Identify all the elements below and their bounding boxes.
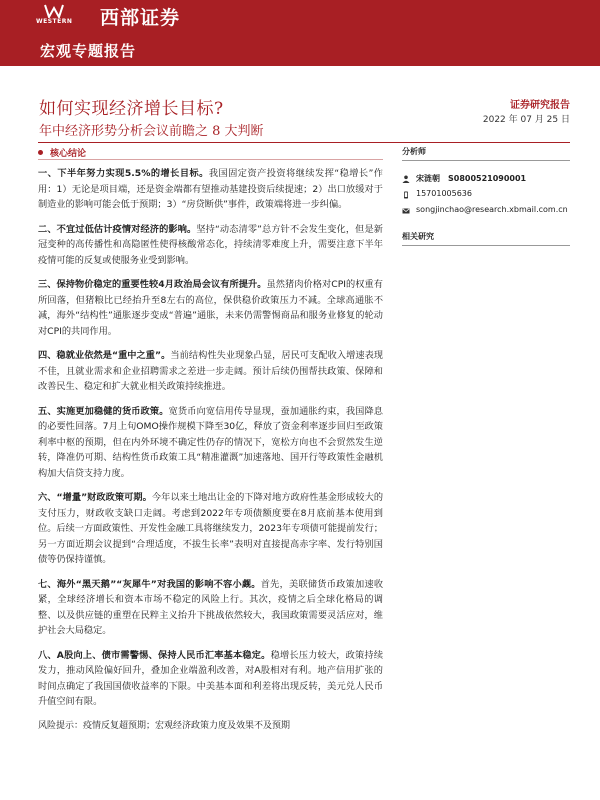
paragraph-body: 今年以来土地出让金的下降对地方政府性基金形成较大的支付压力，财政收支缺口走阔。考虑到2022年专项债额度要在8月底前基本使用到位。后续一方面政策性、开发性金融工具将继续发力，2023年专项债可能提前发行；另一方面近期会议提到“合理适度，不拔生长率”表明对直接提高赤字率、发行特别国债等仍保持谨慎。 [38,492,384,565]
paragraph-6 [38,490,383,568]
paragraph-body: 稳增长压力较大，政策持续发力，推动风险偏好回升，叠加企业端盈利改善，对A股相对有利。地产信用扩张的时间点确定了我国国债收益率的下限。中美基本面和利差将出现反转，美元兑人民币升值空间有限。 [38,649,384,707]
core-conclusion-header [38,146,383,160]
paragraph-lead: 二、不宜过低估计疫情对经济的影响。 [38,223,197,235]
report-date: 2022 年 07 月 25 日 [482,115,570,125]
paragraph-7 [38,577,383,639]
brand-name: 西部证券 [100,7,181,29]
bullet-icon [38,150,43,155]
paragraph-lead: 八、A股向上、债市需警惕、保持人民币汇率基本稳定。 [38,649,271,661]
analyst-header: 分析师 [402,146,570,161]
email-row [402,205,570,219]
title-divider [38,142,570,143]
risk-warning: 风险提示：疫情反复超预期；宏观经济政策力度及效果不及预期 [38,720,291,731]
paragraph-lead: 四、稳就业依然是“重中之重”。 [38,350,171,361]
paragraph-1 [38,166,383,213]
report-label: 证券研究报告 [510,100,570,111]
paragraph-body: 坚持“动态清零”总方针不会发生变化，但是新冠变种的高传播性和高隐匿性使得核酸常态化，持续清零难度上升，需要注意下半年疫情可能的反复或使服务业受到影响。 [38,223,383,266]
paragraph-3 [38,277,383,339]
western-logo-icon [44,4,64,18]
paragraph-4 [38,348,383,395]
paragraph-body: 宽货币向宽信用传导显现，蚕加通胀约束，我国降息的必要性回落。7月上旬OMO操作规模下降至30亿，释放了资金利率逐步回归至政策利率中枢的预期，但在内外环境不确定性仍存的情况下，宽松方向也不会贸然发生逆转，降准仍可期、结构性货币政策工具“精准灌溉”加速落地、国开行等政策性金融机构加大信贷支持力度。 [38,405,383,479]
analyst-phone: 15701005636 [416,189,472,198]
paragraph-8 [38,648,383,710]
logo-text: WESTERN [36,18,73,25]
core-conclusion-label: 核心结论 [50,149,87,159]
page-title: 如何实现经济增长目标? [39,99,224,119]
page-subtitle: 年中经济形势分析会议前瞻之 8 大判断 [39,124,264,139]
phone-row [402,189,570,203]
report-header [0,0,600,66]
analyst-cert: S0800521090001 [448,174,527,183]
analyst-row [402,173,570,187]
paragraph-lead: 六、“增量”财政政策可期。 [38,492,152,503]
paragraph-2 [38,222,383,269]
paragraph-body: 我国固定资产投资将继续发挥“稳增长”作用：1）无论是项目端，还是资金端都有望推动基建投资后续提速；2）出口放缓对于制造业的影响可能会低于预期；3）“房贷断供”事件，政策端将进一步纠偏。 [38,168,383,210]
main-content [38,166,383,742]
paragraph-lead: 一、下半年努力实现5.5%的增长目标。 [38,168,209,179]
sidebar [402,146,570,246]
analyst-email[interactable]: songjinchao@research.xbmail.com.cn [416,205,568,214]
paragraph-body: 首先，美联储货币政策加速收紧，全球经济增长和资本市场不稳定的风险上行。其次，疫情之后全球化格局的调整、以及供应链的重塑在民粹主义抬升下挑战依然较大，我国政策需要灵活应对，维护社会大局稳定。 [38,578,384,636]
paragraph-body: 虽然猪肉价格对CPI的权重有所回落，但猪粮比已经抬升至8左右的高位，保供稳价政策压力不减。全球高通胀不减，海外“结构性”通胀逐步变成“普遍”通胀，未来仍需警惕商品和服务业修复的轮动对CPI的共同作用。 [38,279,383,337]
paragraph-lead: 三、保持物价稳定的重要性较4月政治局会议有所提升。 [38,279,267,290]
paragraph-body: 当前结构性失业现象凸显，居民可支配收入增速表现不佳，且就业需求和企业招聘需求之差进一步走阔。预计后续仍围帮扶政策、保障和改善民生、稳定和扩大就业相关政策持续推进。 [38,350,384,392]
related-research-header: 相关研究 [402,231,570,246]
paragraph-5 [38,404,383,482]
paragraph-lead: 五、实施更加稳健的货币政策。 [38,405,169,417]
phone-icon [402,191,410,199]
report-type: 宏观专题报告 [40,42,137,60]
paragraph-lead: 七、海外“黑天鹅”“灰犀牛”对我国的影响不容小觑。 [38,578,261,590]
email-icon [402,207,410,215]
person-icon [402,175,410,183]
analyst-name: 宋涟朝 [416,174,440,183]
